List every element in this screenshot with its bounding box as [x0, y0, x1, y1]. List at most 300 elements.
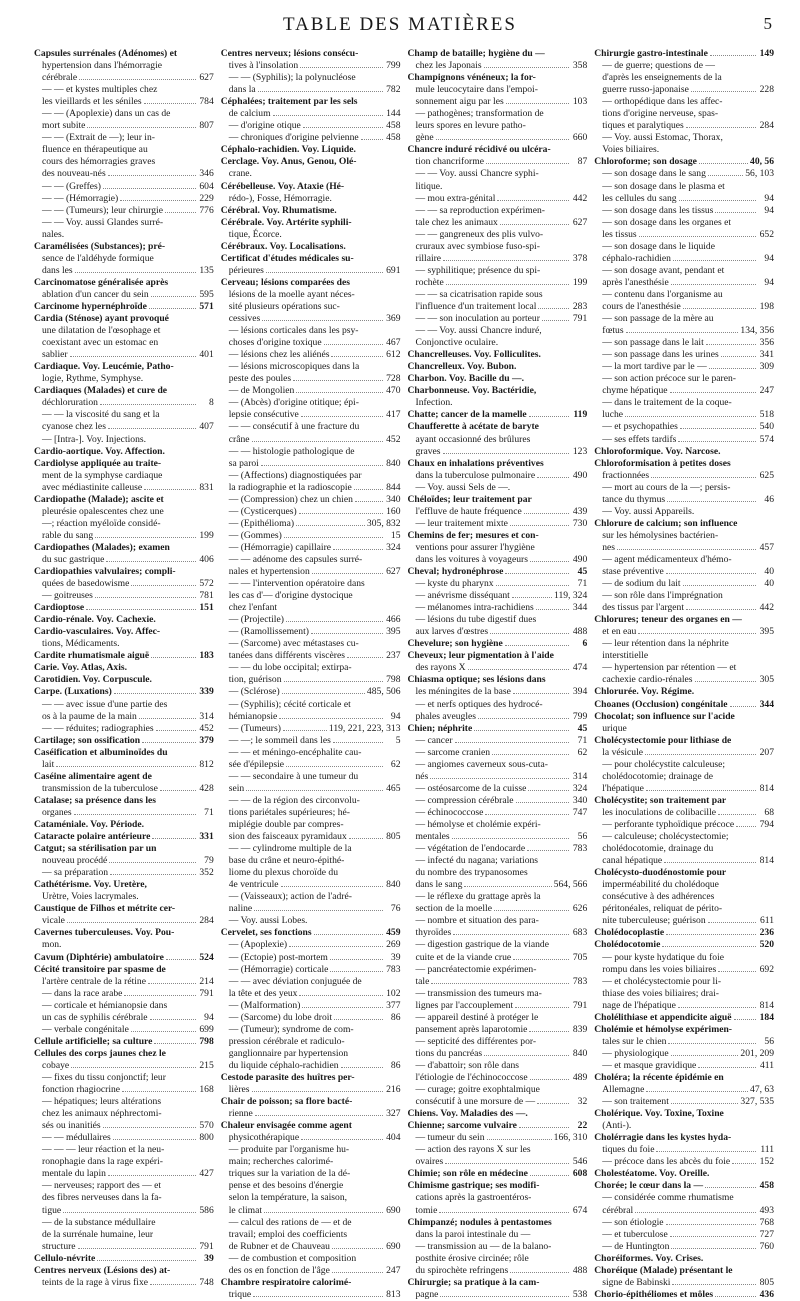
- index-entry: [408, 506, 588, 518]
- index-entry-page: 327, 535: [740, 1096, 774, 1108]
- index-entry-page: 358: [572, 60, 588, 72]
- index-entry-text: — — (Hémorragie): [42, 192, 119, 204]
- index-entry-text: lignes par l'accouplement: [415, 999, 514, 1011]
- index-entry-page: 40, 56: [750, 156, 774, 168]
- index-entry-text: cours des hémorragies graves: [42, 156, 156, 168]
- index-entry: [594, 229, 774, 241]
- leader-dots: [542, 320, 569, 321]
- index-entry-page: 727: [759, 1228, 774, 1240]
- index-entry-page: 791: [199, 987, 214, 999]
- index-entry: [221, 566, 401, 578]
- index-entry-text: signe de Babinski: [602, 1276, 671, 1288]
- index-entry: [34, 60, 214, 72]
- index-entry-page: 406: [199, 553, 214, 565]
- index-entry-text: cours de l'anesthésie: [602, 300, 681, 312]
- index-entry-page: 198: [759, 300, 774, 312]
- leader-dots: [639, 236, 756, 237]
- index-entry-text: — de combustion et composition: [228, 1252, 357, 1264]
- leader-dots: [431, 983, 569, 984]
- index-entry: [34, 1156, 214, 1168]
- index-entry-text: Cécité transitoire par spasme de: [34, 963, 166, 975]
- index-entry-text: sur les hémolysines bactérien-: [602, 529, 719, 541]
- index-entry-text: sée d'épilepsie: [228, 758, 285, 770]
- index-entry-page: 520: [759, 939, 774, 951]
- leader-dots: [341, 1067, 383, 1068]
- index-entry-text: — d'abattoir; son rôle dans: [415, 1059, 520, 1071]
- leader-dots: [281, 886, 383, 887]
- index-entry: [408, 373, 588, 385]
- index-entry-text: — transmission au — de la balano-: [415, 1240, 552, 1252]
- leader-dots: [668, 1043, 756, 1044]
- index-entry-text: — — adénome des capsules surré-: [228, 553, 363, 565]
- index-entry-text: rable du sang: [42, 529, 94, 541]
- index-entry: [408, 1024, 588, 1036]
- index-entry: [221, 1241, 401, 1253]
- index-entry: [34, 867, 214, 879]
- index-entry: [221, 494, 401, 506]
- index-entry: [34, 385, 214, 397]
- index-entry: [221, 927, 401, 939]
- index-entry-page: 6: [582, 638, 588, 650]
- index-entry: [594, 96, 774, 108]
- leader-dots: [671, 284, 756, 285]
- index-entry-text: teints de la rage à virus fixe: [42, 1276, 149, 1288]
- index-entry: [408, 735, 588, 747]
- index-entry-text: — mou extra-génital: [415, 192, 496, 204]
- leader-dots: [131, 1031, 196, 1032]
- index-entry-text: dans la: [228, 84, 256, 96]
- index-entry: [34, 96, 214, 108]
- leader-dots: [301, 416, 383, 417]
- leader-dots: [698, 1067, 756, 1068]
- index-entry-text: cachexie cardio-rénales: [602, 674, 693, 686]
- leader-dots: [156, 730, 196, 731]
- leader-dots: [312, 573, 383, 574]
- index-entry-text: Cataméniale. Voy. Période.: [34, 819, 145, 830]
- index-entry-text: Cholédocotomie: [594, 939, 661, 951]
- index-entry: [408, 1000, 588, 1012]
- index-entry-text: Cellulo-névrite: [34, 1252, 96, 1264]
- index-entry: [594, 1168, 774, 1180]
- index-entry: [594, 915, 774, 927]
- index-entry: [34, 361, 214, 373]
- index-entry-text: ablation d'un cancer du sein: [42, 288, 149, 300]
- leader-dots: [516, 802, 570, 803]
- index-entry-text: tale chez les animaux: [415, 216, 498, 228]
- index-entry: [34, 108, 214, 120]
- index-entry-text: aux larves d'œstres: [415, 626, 489, 638]
- leader-dots: [506, 103, 570, 104]
- index-entry-text: Chocolat; son influence sur l'acide: [594, 710, 735, 722]
- leader-dots: [430, 778, 569, 779]
- index-entry-text: Conjonctive oculaire.: [415, 337, 499, 349]
- index-entry-text: les cellules du sang: [602, 192, 677, 204]
- index-entry-page: 524: [199, 951, 214, 963]
- index-entry-page: 690: [386, 1240, 401, 1252]
- index-entry-text: — — avec issue d'une partie des: [42, 698, 168, 710]
- leader-dots: [262, 320, 382, 321]
- index-entry: [408, 867, 588, 879]
- index-entry-text: Chemins de fer; mesures et con-: [407, 529, 539, 541]
- index-entry: [221, 241, 401, 253]
- index-entry-text: — — et kystes multiples chez: [42, 84, 158, 96]
- index-entry-page: 401: [199, 349, 214, 361]
- index-entry: [408, 1289, 588, 1301]
- index-entry-page: 760: [759, 1240, 774, 1252]
- index-entry: [594, 434, 774, 446]
- index-entry-text: interstitielle: [602, 650, 649, 662]
- index-entry-text: consécutive à des adhérences: [602, 891, 715, 903]
- index-entry-text: Cartilage; son ossification: [34, 734, 141, 746]
- index-entry-text: — son passage de la mère au: [602, 313, 714, 325]
- index-entry-text: — orthopédique dans les affec-: [602, 96, 723, 108]
- index-entry-page: 134, 356: [740, 325, 774, 337]
- index-entry-text: cérébrale: [42, 72, 78, 84]
- leader-dots: [464, 886, 551, 887]
- index-entry: [408, 156, 588, 168]
- index-entry-text: Cataracte polaire antérieure: [34, 831, 151, 843]
- index-entry-page: 369: [386, 313, 401, 325]
- index-entry: [408, 494, 588, 506]
- leader-dots: [75, 272, 196, 273]
- index-entry-text: Cardiaques (Malades) et cure de: [34, 385, 168, 397]
- index-entry-text: ayant occasionné des brûlures: [415, 433, 531, 445]
- index-entry: [34, 747, 214, 759]
- index-entry: [221, 578, 401, 590]
- index-entry-page: 201, 209: [740, 1047, 774, 1059]
- index-entry-page: 305, 832: [366, 517, 401, 529]
- index-entry: [221, 1048, 401, 1060]
- leader-dots: [113, 1139, 196, 1140]
- leader-dots: [63, 1212, 196, 1213]
- leader-dots: [530, 1079, 570, 1080]
- index-entry-text: — physiologique: [602, 1047, 669, 1059]
- index-entry: [408, 1144, 588, 1156]
- index-entry: [408, 819, 588, 831]
- index-entry: [221, 313, 401, 325]
- index-entry: [408, 349, 588, 361]
- index-entry: [594, 795, 774, 807]
- index-entry-page: 474: [572, 662, 588, 674]
- index-entry-text: — (Sarcome) avec métastases cu-: [228, 638, 359, 650]
- index-entry: [221, 976, 401, 988]
- index-entry: [34, 470, 214, 482]
- index-entry: [34, 409, 214, 421]
- index-entry-text: Chimie; son rôle en médecine: [407, 1168, 528, 1180]
- index-entry: [34, 313, 214, 325]
- leader-dots: [678, 1007, 756, 1008]
- index-entry-text: — fixes du tissu conjonctif; leur: [42, 1071, 166, 1083]
- index-entry-text: Cardia (Sténose) ayant provoqué: [34, 313, 169, 325]
- index-entry-text: main; recherches calorimé-: [228, 1156, 334, 1168]
- index-entry-text: — (Sarcome) du lobe droit: [228, 1011, 333, 1023]
- index-entry-page: 844: [386, 481, 401, 493]
- index-entry-page: 184: [759, 1011, 774, 1023]
- index-entry: [221, 156, 401, 168]
- index-entry-text: — lésions corticales dans les psy-: [228, 325, 359, 337]
- index-entry-text: vicale: [42, 915, 65, 927]
- leader-dots: [651, 477, 756, 478]
- index-entry-page: 45: [577, 566, 588, 578]
- leader-dots: [296, 525, 365, 526]
- leader-dots: [519, 1127, 569, 1128]
- leader-dots: [151, 657, 196, 658]
- leader-dots: [284, 537, 383, 538]
- index-entry-text: posthite érosive circinée; rôle: [415, 1252, 529, 1264]
- index-entry-page: 564, 566: [553, 879, 588, 891]
- leader-dots: [299, 513, 383, 514]
- index-entry-text: Cholécystectomie pour lithiase de: [594, 734, 732, 746]
- index-entry: [221, 1217, 401, 1229]
- index-entry-text: — corticale et hémianopsie dans: [42, 999, 168, 1011]
- index-entry: [221, 1180, 401, 1192]
- index-entry-text: Cardiopathe (Malade); ascite et: [34, 493, 164, 505]
- index-entry: [594, 759, 774, 771]
- index-entry-page: 247: [759, 385, 774, 397]
- index-entry: [221, 650, 401, 662]
- index-entry-text: Centres nerveux (Lésions des) at-: [34, 1264, 171, 1276]
- index-entry-text: tomie: [415, 1204, 438, 1216]
- index-entry-text: Chloroformisation à petites doses: [594, 457, 731, 469]
- index-entry-text: — — sa reproduction expérimen-: [415, 204, 545, 216]
- index-entry-text: — (Affections) diagnostiquées par: [228, 469, 362, 481]
- index-entry-text: — pour cholécystite calculeuse;: [602, 758, 726, 770]
- index-entry: [594, 927, 774, 939]
- index-entry: [34, 205, 214, 217]
- index-entry-page: 309: [759, 361, 774, 373]
- index-entry-text: rompu dans les voies biliaires: [602, 963, 717, 975]
- index-entry: [34, 566, 214, 578]
- index-entry: [594, 711, 774, 723]
- index-entry-text: tiques du foie: [602, 1144, 655, 1156]
- leader-dots: [103, 188, 196, 189]
- leader-dots: [330, 971, 382, 972]
- leader-dots: [530, 561, 569, 562]
- index-entry-page: 604: [199, 180, 214, 192]
- index-entry-page: 199: [199, 529, 214, 541]
- index-entry-text: Capsules surrénales (Adénomes) et: [34, 48, 178, 59]
- index-entry: [221, 1024, 401, 1036]
- index-entry-text: tions, Médicaments.: [42, 638, 120, 650]
- index-entry: [408, 843, 588, 855]
- index-entry-text: — — Voy. aussi Chancre induré,: [415, 325, 542, 337]
- index-entry-page: 800: [199, 1132, 214, 1144]
- index-entry-text: — (Epithélioma): [228, 517, 295, 529]
- index-entry: [408, 229, 588, 241]
- index-entry: [408, 361, 588, 373]
- index-entry-text: — la mort tardive par le —: [602, 361, 707, 373]
- index-entry-page: 798: [386, 674, 401, 686]
- index-entry-text: — transmission des tumeurs ma-: [415, 987, 542, 999]
- index-entry-page: 728: [386, 373, 401, 385]
- index-entry-text: — — secondaire à une tumeur du: [228, 770, 359, 782]
- index-entry: [594, 602, 774, 614]
- leader-dots: [311, 633, 383, 634]
- index-entry: [408, 891, 588, 903]
- index-entry-page: 144: [386, 108, 401, 120]
- index-entry: [408, 855, 588, 867]
- index-entry-page: 199: [572, 276, 588, 288]
- index-entry-text: — appareil destiné à protéger le: [415, 1011, 539, 1023]
- index-entry-text: — calculeuse; cholécystectomie;: [602, 831, 729, 843]
- leader-dots: [440, 1296, 569, 1297]
- index-entry: [408, 674, 588, 686]
- index-entry: [221, 759, 401, 771]
- index-entry: [221, 265, 401, 277]
- index-entry-text: lait: [42, 758, 55, 770]
- index-entry: [221, 96, 401, 108]
- index-entry-text: — précoce dans les abcès du foie: [602, 1156, 731, 1168]
- index-entry: [34, 144, 214, 156]
- index-entry-text: sa paroi: [228, 457, 259, 469]
- index-entry: [594, 181, 774, 193]
- leader-dots: [505, 573, 569, 574]
- index-entry-text: Catgut; sa stérilisation par un: [34, 843, 157, 855]
- index-entry-text: tique, Écorce.: [228, 228, 282, 240]
- index-entry-text: — — sa cicatrisation rapide sous: [415, 288, 543, 300]
- index-entry: [221, 1265, 401, 1277]
- index-entry: [408, 253, 588, 265]
- index-entry-text: — — (Extrait de —); leur in-: [42, 132, 155, 144]
- index-entry-text: Caustique de Filhos et métrite cer-: [34, 903, 176, 915]
- leader-dots: [500, 224, 569, 225]
- index-entry-text: miplégie double par compres-: [228, 819, 344, 830]
- index-entry: [408, 1072, 588, 1084]
- leader-dots: [114, 693, 196, 694]
- index-entry-text: pense et des besoins d'énergie: [228, 1180, 344, 1192]
- index-entry-page: 331: [199, 831, 214, 843]
- index-entry-text: — —; le sommeil dans les: [228, 734, 331, 746]
- index-entry: [408, 939, 588, 951]
- leader-dots: [131, 585, 195, 586]
- index-entry: [34, 84, 214, 96]
- index-entry-text: — et tuberculose: [602, 1228, 668, 1240]
- index-entry: [408, 1096, 588, 1108]
- index-entry-text: — — l'intervention opératoire dans: [228, 578, 365, 590]
- index-entry: [221, 699, 401, 711]
- index-entry: [594, 1084, 774, 1096]
- index-entry-page: 87: [577, 156, 588, 168]
- index-entry-text: Choléra; la récente épidémie en: [594, 1071, 724, 1083]
- index-entry: [594, 301, 774, 313]
- index-entry-text: Cholédocoplastie: [594, 927, 665, 939]
- index-entry-page: 674: [572, 1204, 588, 1216]
- index-entry: [594, 783, 774, 795]
- index-entry-text: imperméabilité du cholédoque: [602, 879, 719, 891]
- index-entry-text: Chimisme gastrique; ses modifi-: [407, 1180, 540, 1192]
- index-entry: [34, 1060, 214, 1072]
- index-entry: [221, 325, 401, 337]
- leader-dots: [332, 1248, 383, 1249]
- index-entry-page: 168: [199, 1084, 214, 1096]
- page-title: TABLE DES MATIÈRES: [283, 14, 517, 35]
- index-entry-text: chez les animaux néphrectomi-: [42, 1108, 162, 1120]
- index-entry-text: une dilatation de l'œsophage et: [42, 325, 161, 337]
- index-entry: [594, 747, 774, 759]
- index-entry: [221, 253, 401, 265]
- leader-dots: [686, 609, 756, 610]
- index-entry-page: 377: [386, 999, 401, 1011]
- index-entry-text: rienne: [228, 1108, 253, 1120]
- index-entry: [594, 325, 774, 337]
- leader-dots: [296, 392, 382, 393]
- index-entry: [34, 590, 214, 602]
- leader-dots: [70, 356, 196, 357]
- index-entry-page: 151: [199, 602, 214, 614]
- index-entry-page: 166, 310: [553, 1132, 588, 1144]
- leader-dots: [487, 1139, 552, 1140]
- index-entry-page: 660: [572, 132, 588, 144]
- index-entry-page: 768: [759, 1216, 774, 1228]
- index-entry-text: — — histologie pathologique de: [228, 445, 355, 457]
- index-entry: [34, 1205, 214, 1217]
- index-entry: [221, 952, 401, 964]
- index-entry: [221, 1144, 401, 1156]
- index-entry-text: cruraux avec symbiose fuso-spi-: [415, 240, 540, 252]
- index-entry: [408, 205, 588, 217]
- index-entry: [594, 132, 774, 144]
- index-entry-page: 813: [386, 1288, 401, 1300]
- index-entry: [594, 964, 774, 976]
- index-entry: [408, 1205, 588, 1217]
- index-entry: [34, 1241, 214, 1253]
- index-entry-page: 284: [199, 915, 214, 927]
- index-entry: [408, 831, 588, 843]
- index-entry: [594, 373, 774, 385]
- index-entry-text: d'après les enseignements de la: [602, 72, 722, 84]
- leader-dots: [95, 597, 196, 598]
- index-entry-page: 32: [577, 1096, 588, 1108]
- index-entry: [594, 60, 774, 72]
- index-entry-text: ment de la symphyse cardiaque: [42, 469, 163, 481]
- index-entry-text: logie, Rythme, Symphyse.: [42, 373, 144, 385]
- index-entry-text: consécutif à une morsure de —: [415, 1096, 536, 1108]
- leader-dots: [108, 1175, 196, 1176]
- leader-dots: [300, 67, 382, 68]
- index-entry: [34, 48, 214, 60]
- index-entry: [408, 181, 588, 193]
- index-entry: [34, 458, 214, 470]
- leader-dots: [683, 308, 756, 309]
- index-entry-text: peste des poules: [228, 373, 292, 385]
- index-entry-page: 305: [759, 674, 774, 686]
- index-entry: [221, 482, 401, 494]
- index-entry-page: 540: [759, 421, 774, 433]
- index-entry: [408, 1265, 588, 1277]
- index-entry: [221, 831, 401, 843]
- index-entry-text: — son rôle dans l'imprégnation: [602, 590, 723, 602]
- index-entry: [408, 952, 588, 964]
- index-entry: [594, 72, 774, 84]
- index-entry: [34, 988, 214, 1000]
- index-entry-text: stase préventive: [602, 566, 664, 578]
- index-entry-text: Chirurgie gastro-intestinale: [594, 48, 708, 59]
- index-entry-text: lières: [228, 1084, 250, 1096]
- index-entry: [221, 915, 401, 927]
- index-entry: [221, 602, 401, 614]
- leader-dots: [708, 922, 756, 923]
- index-entry-page: 627: [199, 72, 214, 84]
- index-entry-text: après l'anesthésie: [602, 276, 669, 288]
- index-entry-page: 183: [199, 650, 214, 662]
- page-header: [0, 14, 800, 38]
- index-entry-page: 625: [759, 469, 774, 481]
- index-entry-text: Chienne; sarcome vulvaire: [407, 1120, 517, 1132]
- index-entry-page: 111: [760, 1144, 774, 1156]
- index-entry-text: — contenu dans l'organisme au: [602, 288, 723, 300]
- leader-dots: [331, 356, 382, 357]
- index-entry: [34, 289, 214, 301]
